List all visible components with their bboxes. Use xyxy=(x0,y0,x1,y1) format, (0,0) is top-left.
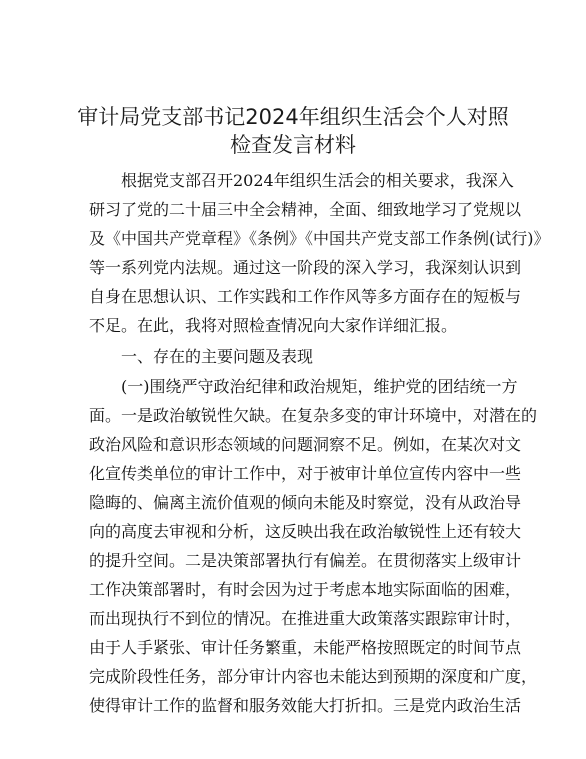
document-title-line-2: 检查发言材料 xyxy=(230,133,356,157)
body-line: 向的高度去审视和分析，这反映出我在政治敏锐性上还有较大 xyxy=(89,522,522,541)
body-line: (一)围绕严守政治纪律和政治规矩，维护党的团结统一方 xyxy=(121,377,518,396)
body-line: 等一系列党内法规。通过这一阶段的深入学习，我深刻认识到 xyxy=(89,258,522,277)
body-line: 完成阶段性任务，部分审计内容也未能达到预期的深度和广度， xyxy=(89,667,538,686)
body-line: 面。一是政治敏锐性欠缺。在复杂多变的审计环境中，对潜在的 xyxy=(89,406,538,425)
body-line: 政治风险和意识形态领域的问题洞察不足。例如，在某次对文 xyxy=(89,435,522,454)
document-title-line-1: 审计局党支部书记2024年组织生活会个人对照 xyxy=(77,105,509,129)
body-line: 隐晦的、偏离主流价值观的倾向未能及时察觉，没有从政治导 xyxy=(89,493,522,512)
body-line: 的提升空间。二是决策部署执行有偏差。在贯彻落实上级审计 xyxy=(89,551,522,570)
body-line: 自身在思想认识、工作实践和工作作风等多方面存在的短板与 xyxy=(89,287,522,306)
body-line: 及《中国共产党章程》《条例》《中国共产党支部工作条例(试行)》 xyxy=(89,229,550,248)
body-line: 而出现执行不到位的情况。在推进重大政策落实跟踪审计时， xyxy=(89,609,522,628)
body-line: 化宣传类单位的审计工作中，对于被审计单位宣传内容中一些 xyxy=(89,464,522,483)
body-line: 使得审计工作的监督和服务效能大打折扣。三是党内政治生活 xyxy=(89,696,522,715)
body-line: 工作决策部署时，有时会因为过于考虑本地实际面临的困难， xyxy=(89,580,522,599)
body-line: 不足。在此，我将对照检查情况向大家作详细汇报。 xyxy=(89,316,458,335)
body-line: 由于人手紧张、审计任务繁重，未能严格按照既定的时间节点 xyxy=(89,638,522,657)
section-heading: 一、存在的主要问题及表现 xyxy=(121,347,314,366)
body-line: 根据党支部召开2024年组织生活会的相关要求，我深入 xyxy=(121,171,514,190)
body-line: 研习了党的二十届三中全会精神，全面、细致地学习了党规以 xyxy=(89,200,522,219)
